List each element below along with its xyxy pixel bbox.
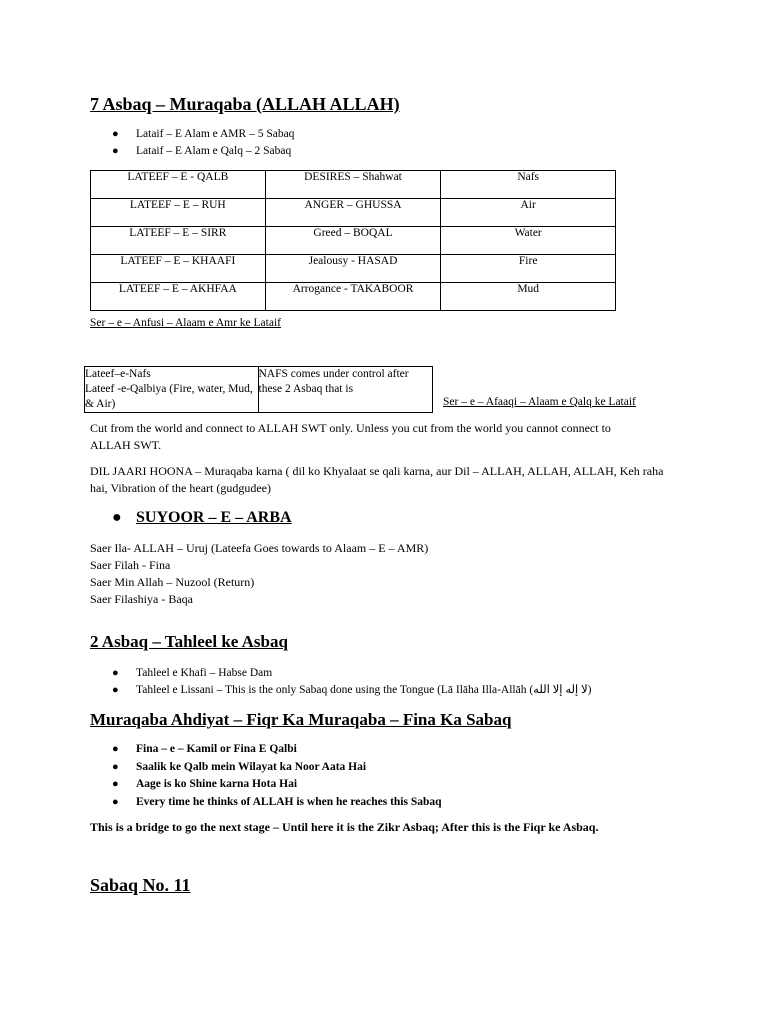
table-row — [91, 171, 616, 199]
list-item: ● Fina – e – Kamil or Fina E Qalbi — [112, 743, 297, 755]
section1-bullets — [112, 126, 612, 160]
table-cell: Greed – BOQAL — [265, 227, 441, 255]
box-line: Lateef -e-Qalbiya (Fire, water, Mud, & Air) — [85, 383, 253, 410]
heading-sabaq-11: Sabaq No. 11 — [90, 875, 191, 895]
table-cell: Arrogance - TAKABOOR — [265, 283, 441, 311]
heading-muraqaba-ahdiyat: Muraqaba Ahdiyat – Fiqr Ka Muraqaba – Fina Ka Sabaq — [90, 710, 512, 729]
table-cell: ANGER – GHUSSA — [265, 199, 441, 227]
table-cell: Fire — [441, 255, 616, 283]
list-item: ● Tahleel e Khafi – Habse Dam — [112, 667, 273, 679]
table-row — [91, 199, 616, 227]
table-cell: NAFS comes under control after these 2 Asbaq that is — [258, 367, 433, 413]
table-cell: LATEEF – E - QALB — [91, 171, 266, 199]
lataif-table — [90, 170, 616, 311]
table-cell: DESIRES – Shahwat — [265, 171, 441, 199]
list-item: ● Lataif – E Alam e AMR – 5 Sabaq — [112, 128, 295, 140]
heading-7-asbaq: 7 Asbaq – Muraqaba (ALLAH ALLAH) — [90, 94, 400, 114]
table-cell — [85, 367, 259, 413]
bullet-dot: ● — [112, 509, 122, 526]
table-cell: Air — [441, 199, 616, 227]
table-cell: Nafs — [441, 171, 616, 199]
table-cell: LATEEF – E – RUH — [91, 199, 266, 227]
heading-tahleel: 2 Asbaq – Tahleel ke Asbaq — [90, 632, 288, 651]
list-item: ● Tahleel e Lissani – This is the only Sabaq done using the Tongue (Lā Ilāha Illa-Allāh (لا إله إلا الله) — [112, 684, 592, 696]
box-line: Lateef–e-Nafs — [85, 368, 151, 380]
table-cell: LATEEF – E – SIRR — [91, 227, 266, 255]
paragraph: DIL JAARI HOONA – Muraqaba karna ( dil ko Khyalaat se qali karna, aur Dil – ALLAH, ALLAH, ALLAH, Keh raha hai, Vibration of the heart (gudgudee) — [90, 464, 664, 495]
table-row — [91, 227, 616, 255]
table-cell: LATEEF – E – AKHFAA — [91, 283, 266, 311]
table-cell: Jealousy - HASAD — [265, 255, 441, 283]
table-row — [85, 367, 433, 413]
table-row — [91, 283, 616, 311]
list-item: Saer Min Allah – Nuzool (Return) — [90, 575, 255, 589]
list-item: ● Every time he thinks of ALLAH is when he reaches this Sabaq — [112, 795, 442, 808]
list-item: Saer Ila- ALLAH – Uruj (Lateefa Goes towards to Alaam – E – AMR) — [90, 541, 429, 555]
suyoor-heading: ● SUYOOR – E – ARBA — [112, 509, 292, 526]
section5-bullets — [112, 741, 672, 811]
table-cell: LATEEF – E – KHAAFI — [91, 255, 266, 283]
table-caption: Ser – e – Anfusi – Alaam e Amr ke Lataif — [90, 317, 281, 329]
list-item: Saer Filashiya - Baqa — [90, 592, 193, 606]
list-item: ● Aage is ko Shine karna Hota Hai — [112, 778, 298, 790]
bridge-paragraph: This is a bridge to go the next stage – Until here it is the Zikr Asbaq; After this is the Fiqr ke Asbaq. — [90, 820, 599, 834]
section4-bullets — [112, 665, 732, 699]
saer-list — [90, 540, 650, 608]
table-row — [91, 255, 616, 283]
table-cell: Mud — [441, 283, 616, 311]
nafs-box — [84, 366, 433, 413]
list-item: Saer Filah - Fina — [90, 558, 171, 572]
list-item: ● Saalik ke Qalb mein Wilayat ka Noor Aata Hai — [112, 760, 367, 773]
table-cell: Water — [441, 227, 616, 255]
paragraph: Cut from the world and connect to ALLAH SWT only. Unless you cut from the world you cannot connect to ALLAH SWT. — [90, 421, 611, 452]
side-caption: Ser – e – Afaaqi – Alaam e Qalq ke Lataif — [443, 396, 636, 408]
list-item: ● Lataif – E Alam e Qalq – 2 Sabaq — [112, 145, 292, 157]
